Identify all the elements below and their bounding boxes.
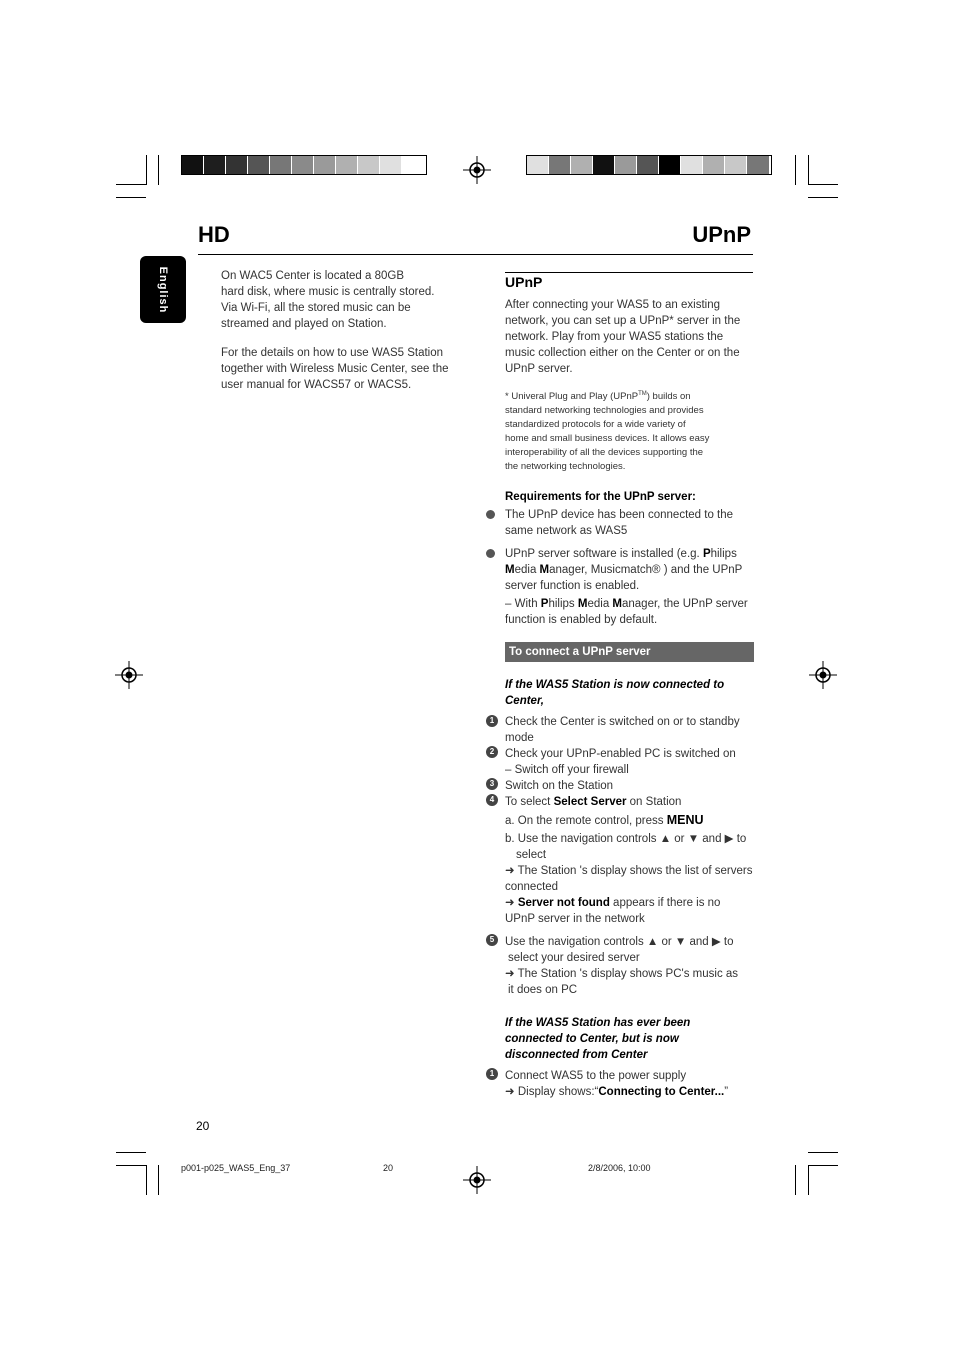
text: hilips: [710, 548, 737, 560]
initial-letter: M: [539, 564, 550, 576]
step-item: [505, 1068, 757, 1100]
text-line: [505, 546, 755, 562]
text-line: [505, 596, 755, 612]
text-line: [505, 794, 757, 810]
text: edia: [514, 564, 540, 576]
text-line: standardized protocols for a wide variety of: [505, 419, 686, 431]
crop-mark: [808, 1165, 838, 1166]
text-line: select: [516, 849, 547, 861]
step-item: [505, 794, 757, 927]
crop-mark: [158, 155, 159, 185]
text-line: [505, 1084, 757, 1100]
step-number-icon: 3: [486, 778, 498, 790]
text-line: If the WAS5 Station is now connected to: [505, 679, 725, 691]
step-number-icon: 4: [486, 794, 498, 806]
text-line: network. Play from your WAS5 stations the: [505, 331, 724, 343]
text-line: interoperability of all the devices supporting the: [505, 447, 704, 459]
initial-letter: P: [540, 598, 549, 610]
bold-term: Connecting to Center...: [598, 1086, 725, 1098]
text-line: [505, 387, 755, 404]
step-number-icon: 1: [486, 1068, 498, 1080]
requirement-item: [505, 546, 755, 628]
registration-mark-icon: [809, 661, 837, 689]
step-item: [505, 746, 755, 778]
text-line: user manual for WACS57 or WACS5.: [221, 379, 412, 391]
upnp-footnote: [505, 387, 755, 474]
text: To select: [505, 796, 554, 808]
registration-mark-icon: [463, 156, 491, 184]
step-number-icon: 5: [486, 934, 498, 946]
text: UPnP server software is installed (e.g.: [505, 548, 703, 560]
text-line: [505, 895, 757, 911]
footnote-text: ) builds on: [646, 391, 691, 403]
crop-mark: [116, 1152, 146, 1153]
text-line: Connect WAS5 to the power supply: [505, 1070, 687, 1082]
upnp-intro-paragraph: [505, 297, 755, 377]
text-line: hard disk, where music is centrally stored.: [221, 286, 435, 298]
text-line: the networking technologies.: [505, 461, 626, 473]
text-line: [505, 562, 755, 578]
text-line: streamed and played on Station.: [221, 318, 387, 330]
text-line: together with Wireless Music Center, see the: [221, 363, 449, 375]
bullet-icon: [486, 510, 495, 519]
text-line: Check your UPnP-enabled PC is switched on: [505, 748, 736, 760]
crop-mark: [808, 184, 838, 185]
section-heading: UPnP: [505, 274, 543, 290]
requirement-item: [505, 507, 755, 539]
initial-letter: M: [505, 564, 515, 576]
text-line: server function is enabled.: [505, 580, 640, 592]
text-line: On WAC5 Center is located a 80GB: [221, 270, 405, 282]
text-line: [505, 812, 757, 829]
text-line: For the details on how to use WAS5 Station: [221, 347, 444, 359]
step-item: Switch on the Station: [505, 780, 614, 792]
section-rule: [505, 272, 753, 273]
text: hilips: [548, 598, 578, 610]
text-line: music collection either on the Center or on the: [505, 347, 740, 359]
color-calibration-bar-left: [181, 155, 427, 175]
text-line: Center,: [505, 695, 544, 707]
crop-mark: [146, 155, 147, 185]
text: – With: [505, 598, 541, 610]
text-line: UPnP server.: [505, 363, 573, 375]
text: ➜ Display shows:“: [505, 1086, 599, 1098]
initial-letter: P: [702, 548, 711, 560]
text-line: Check the Center is switched on or to standby: [505, 716, 740, 728]
crop-mark: [808, 1152, 838, 1153]
text: ”: [724, 1086, 729, 1098]
left-intro-paragraph: [221, 268, 461, 332]
registration-mark-icon: [463, 1166, 491, 1194]
footer-filename: p001-p025_WAS5_Eng_37: [181, 1163, 291, 1173]
crop-mark: [116, 197, 146, 198]
case-heading: [505, 677, 755, 709]
text-line: If the WAS5 Station has ever been: [505, 1017, 691, 1029]
footnote-text: * Univeral Plug and Play (UPnP: [505, 391, 639, 403]
text-line: select your desired server: [508, 952, 640, 964]
header-rule: [198, 254, 753, 255]
text-line: home and small business devices. It allows easy: [505, 433, 710, 445]
step-number-icon: 1: [486, 715, 498, 727]
crop-mark: [158, 1165, 159, 1195]
text-line: mode: [505, 732, 534, 744]
bold-term: MENU: [666, 813, 704, 827]
crop-mark: [116, 184, 146, 185]
bullet-icon: [486, 549, 495, 558]
language-tab: [140, 256, 186, 323]
crop-mark: [795, 155, 796, 185]
footer-page: 20: [383, 1163, 394, 1173]
text-line: – Switch off your firewall: [505, 764, 629, 776]
page-number: 20: [196, 1119, 210, 1133]
page-title-right: UPnP: [692, 222, 751, 247]
footer-date: 2/8/2006, 10:00: [588, 1163, 651, 1173]
bold-term: Server not found: [517, 897, 610, 909]
text-line: After connecting your WAS5 to an existing: [505, 299, 720, 311]
text-line: same network as WAS5: [505, 525, 628, 537]
text-line: function is enabled by default.: [505, 614, 658, 626]
text-line: Use the navigation controls ▲ or ▼ and ▶ to: [505, 936, 734, 948]
text: ➜: [505, 897, 518, 909]
text: anager, Musicmatch® ) and the UPnP: [549, 564, 743, 576]
bold-term: Select Server: [553, 796, 627, 808]
initial-letter: M: [577, 598, 588, 610]
text: on Station: [626, 796, 682, 808]
crop-mark: [795, 1165, 796, 1195]
requirements-title: Requirements for the UPnP server:: [505, 491, 696, 503]
text-line: standard networking technologies and provides: [505, 405, 704, 417]
language-tab-label: English: [157, 266, 169, 313]
text-line: UPnP server in the network: [505, 913, 645, 925]
registration-mark-icon: [115, 661, 143, 689]
crop-mark: [146, 1165, 147, 1195]
crop-mark: [808, 155, 809, 185]
trademark-superscript: TM: [638, 391, 647, 397]
text: appears if there is no: [609, 897, 721, 909]
left-details-paragraph: [221, 345, 461, 393]
crop-mark: [116, 1165, 146, 1166]
step-item: [505, 714, 755, 746]
text-line: ➜ The Station 's display shows PC's music as: [505, 968, 739, 980]
color-calibration-bar-right: [526, 155, 772, 175]
crop-mark: [808, 1165, 809, 1195]
text: edia: [587, 598, 613, 610]
crop-mark: [808, 197, 838, 198]
step-item: [505, 934, 755, 998]
text-line: Via Wi-Fi, all the stored music can be: [221, 302, 411, 314]
text-line: The UPnP device has been connected to the: [505, 509, 734, 521]
text-line: b. Use the navigation controls ▲ or ▼ and ▶ to: [505, 833, 747, 845]
initial-letter: M: [612, 598, 622, 610]
text-line: connected to Center, but is now: [505, 1033, 679, 1045]
section-bar: To connect a UPnP server: [505, 642, 754, 662]
step-number-icon: 2: [486, 746, 498, 758]
text-line: disconnected from Center: [505, 1049, 648, 1061]
text-line: ➜ The Station 's display shows the list of servers: [505, 865, 753, 877]
text-line: connected: [505, 881, 559, 893]
case-heading: [505, 1015, 755, 1063]
text: a. On the remote control, press: [505, 815, 667, 827]
text: anager, the UPnP server: [622, 598, 748, 610]
text-line: network, you can set up a UPnP* server in the: [505, 315, 741, 327]
text-line: it does on PC: [508, 984, 578, 996]
page-title-left: HD: [198, 222, 230, 247]
